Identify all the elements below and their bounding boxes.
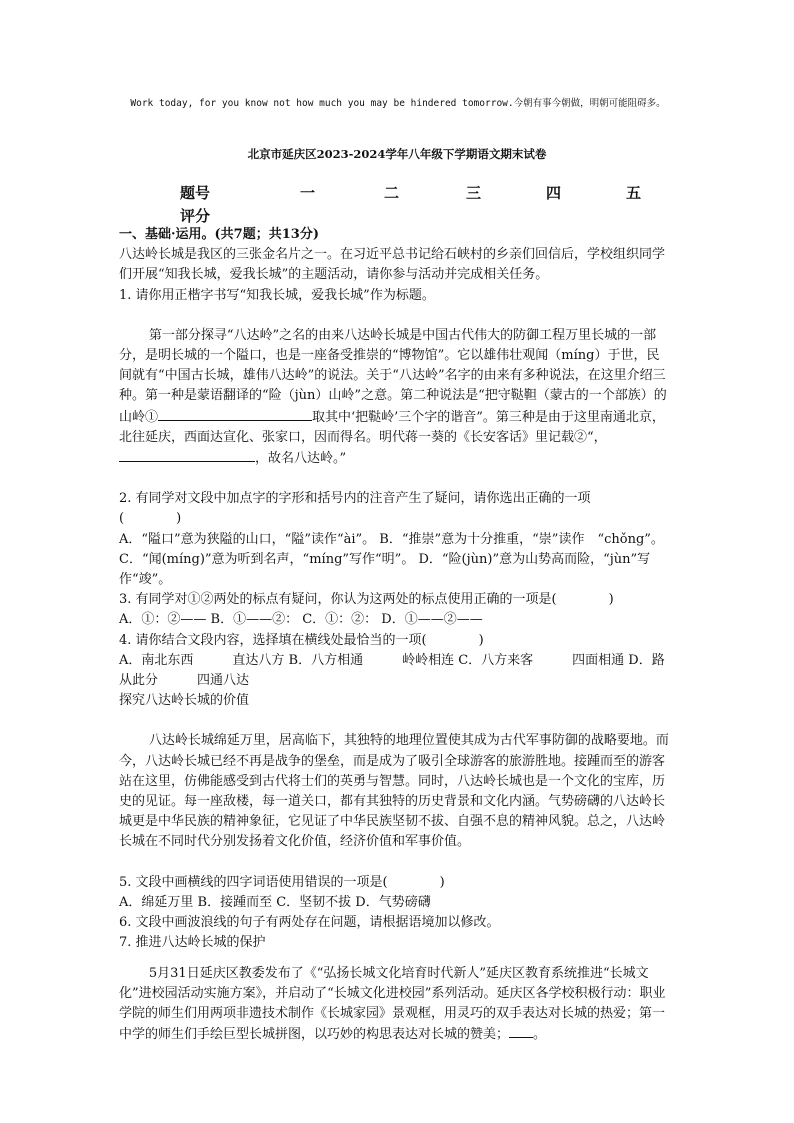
question-6: 6. 文段中画波浪线的句子有两处存在问题，请根据语境加以修改。 bbox=[119, 915, 500, 931]
spacer bbox=[119, 853, 672, 873]
passage-1 bbox=[119, 326, 672, 469]
part-2-title: 探究八达岭长城的价值 bbox=[119, 693, 250, 709]
spacer bbox=[119, 711, 672, 731]
score-table-question-label: 题号 bbox=[180, 184, 211, 202]
question-3-options: A．①：②—— B．①——②： C．①：②： D．①——②—— bbox=[119, 612, 483, 628]
header-motto: Work today, for you know not how much you may be hindered tomorrow.今朝有事今朝做，明朝可能阻碍多。 bbox=[130, 98, 666, 109]
passage-3-part-b: 。 bbox=[533, 1027, 547, 1043]
question-2-options: A．“隘口”意为狭隘的山口，“隘”读作“ài”。 B．“推崇”意为十分推重，“崇”读作 “chǒng”。 C．“闻(míng)”意为听到名声，“míng”写作“明”。 D．“险(jùn)”意为山势高而险，“jùn”写作“竣”。 bbox=[119, 531, 664, 588]
passage-3 bbox=[119, 964, 672, 1046]
score-table-col-1: 一 bbox=[300, 184, 316, 202]
spacer bbox=[119, 469, 672, 489]
question-5: 5. 文段中画横线的四字词语使用错误的一项是( ) bbox=[119, 874, 445, 890]
question-5-options: A．绵延万里 B．接踵而至 C．坚韧不拔 D．气势磅礴 bbox=[119, 894, 431, 910]
score-table-header-row bbox=[180, 182, 660, 202]
answer-blank-1[interactable] bbox=[158, 407, 312, 421]
answer-blank-2[interactable] bbox=[119, 448, 255, 462]
question-4-options: A．南北东西 直达八方 B．八方相通 岭岭相连 C．八方来客 四面相通 D．路从此分 四通八达 bbox=[119, 652, 665, 689]
score-table-col-3: 三 bbox=[466, 184, 482, 202]
spacer bbox=[119, 306, 672, 326]
passage-1-part-b: 取其中‘把鞑岭’三个字的谐音”。第三种是由于这里南通北京，北往延庆，西面达宣化、张家口，因而得名。明代蒋一葵的《长安客话》里记载②“， bbox=[119, 409, 665, 445]
question-7: 7. 推进八达岭长城的保护 bbox=[119, 935, 266, 951]
section-heading: 一、基础·运用。(共7题；共13分) bbox=[119, 227, 319, 242]
passage-1-part-c: ，故名八达岭。” bbox=[255, 451, 347, 467]
spacer bbox=[119, 954, 672, 964]
passage-2: 八达岭长城绵延万里，居高临下，其独特的地理位置使其成为古代军事防御的战略要地。而今，八达岭长城已经不再是战争的堡垒，而是成为了吸引全球游客的旅游胜地。接踵而至的游客站在这里，仿佛能感受到古代将士们的英勇与智慧。同时，八达岭长城也是一个文化的宝库，历史的见证。每一座敌楼，每一道关口，都有其独特的历史背景和文化内涵。气势磅礴的八达岭长城更是中华民族的精神象征，它见证了中华民族坚韧不拔、自强不息的精神风貌。总之，八达岭长城在不同时代分别发扬着文化价值，经济价值和军事价值。 bbox=[119, 733, 669, 850]
question-1: 1. 请你用正楷字书写“知我长城，爱我长城”作为标题。 bbox=[119, 287, 435, 303]
passage-1-part-a: 第一部分探寻“八达岭”之名的由来八达岭长城是中国古代伟大的防御工程万里长城的一部分，是明长城的一个隘口，也是一座备受推崇的“博物馆”。它以雄伟壮观闻（míng）于世，民间就有“中国古长城，雄伟八达岭”的说法。关于“八达岭”名字的由来有多种说法，在这里介绍三种。第一种是蒙语翻译的“险（jùn）山岭”之意。第二种说法是“把守鞑靼（蒙古的一个部族）的山岭① bbox=[119, 327, 667, 425]
passage-3-part-a: 5月31日延庆区教委发布了《“弘扬长城文化培育时代新人”延庆区教育系统推进“长城文化”进校园活动实施方案》，并启动了“长城文化进校园”系列活动。延庆区各学校积极行动：职业学院的师生们用两项非遗技术制作《长城家园》景观框，用灵巧的双手表达对长城的热爱；第一中学的师生们手绘巨型长城拼图，以巧妙的构思表达对长城的赞美； bbox=[119, 965, 666, 1043]
section-1 bbox=[119, 225, 672, 1045]
answer-blank-3[interactable] bbox=[509, 1024, 533, 1038]
question-2-paren: ( ) bbox=[119, 511, 182, 527]
score-table-col-4: 四 bbox=[546, 184, 562, 202]
question-2: 2. 有同学对文段中加点字的字形和括号内的注音产生了疑问，请你选出正确的一项 bbox=[119, 491, 591, 507]
score-table-col-2: 二 bbox=[384, 184, 400, 202]
score-table-score-label: 评分 bbox=[180, 207, 211, 225]
page-title: 北京市延庆区2023-2024学年八年级下学期语文期末试卷 bbox=[247, 147, 547, 161]
question-4: 4. 请你结合文段内容，选择填在横线处最恰当的一项( ) bbox=[119, 632, 484, 648]
question-3: 3. 有同学对①②两处的标点有疑问，你认为这两处的标点使用正确的一项是( ) bbox=[119, 592, 614, 608]
score-table-col-5: 五 bbox=[626, 184, 642, 202]
section-intro: 八达岭长城是我区的三张金名片之一。在习近平总书记给石峡村的乡亲们回信后，学校组织同学们开展“知我长城，爱我长城”的主题活动，请你参与活动并完成相关任务。 bbox=[119, 247, 666, 283]
